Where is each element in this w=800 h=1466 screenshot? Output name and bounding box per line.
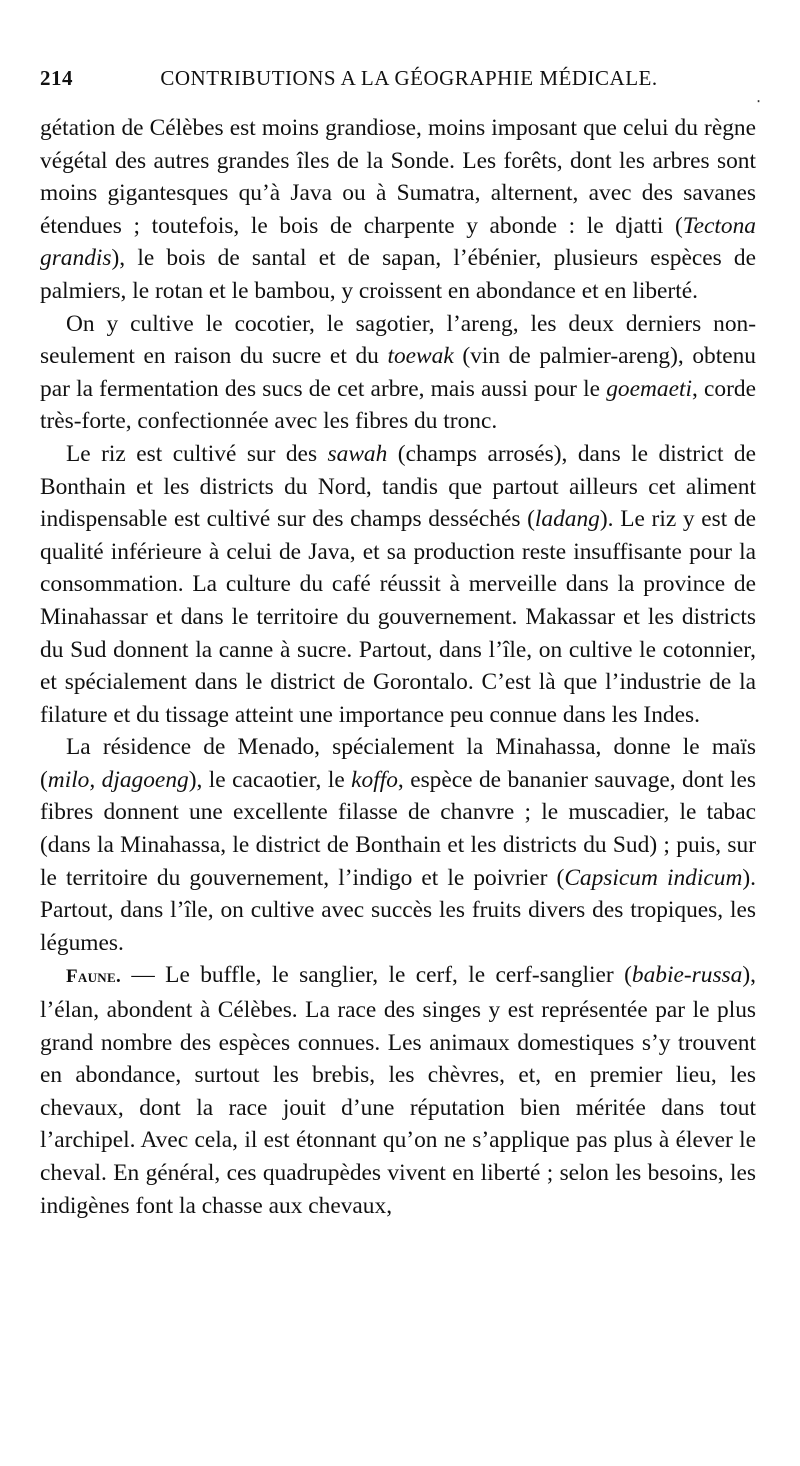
page-header bbox=[40, 66, 756, 96]
text-run: (vin de palmier-areng), obtenu par la fermentation des sucs de cet arbre, mais aussi pour le bbox=[40, 343, 756, 402]
italic-term: ladang bbox=[534, 506, 600, 533]
paragraph bbox=[40, 308, 756, 438]
section-heading: Faune. bbox=[66, 966, 121, 988]
italic-term: Capsicum indicum bbox=[564, 864, 743, 891]
text-run: — Le buffle, le sanglier, le cerf, le cerf-sanglier ( bbox=[121, 962, 632, 989]
italic-term: koffo bbox=[351, 766, 398, 793]
italic-term: sawah bbox=[327, 440, 388, 467]
margin-tick-mark: ‧ bbox=[756, 94, 762, 111]
text-run: ), l’élan, abondent à Célèbes. La race des singes y est représentée par le plus grand nombre des espèces connues. Les animaux domestiques s’y trouvent en abondance, surtout les brebis, les chèvres, et, en premier lieu, les chevaux, dont la race jouit d’une réputation bien méritée dans tout l’archipel. Avec cela, il est étonnant qu’on ne s’applique pas plus à élever le cheval. En général, ces quadrupèdes vivent en liberté ; selon les besoins, les indigènes font la chasse aux chevaux, bbox=[40, 962, 756, 1219]
paragraph bbox=[40, 959, 756, 1222]
italic-term: babie-russa bbox=[631, 962, 743, 989]
text-run: ), le cacaotier, le bbox=[188, 766, 352, 793]
paragraph bbox=[40, 731, 756, 959]
text-run: Le riz est cultivé sur des bbox=[66, 440, 328, 467]
paragraph bbox=[40, 112, 756, 308]
italic-term: goemaeti bbox=[606, 375, 692, 402]
italic-term: toewak bbox=[387, 343, 454, 370]
paragraph bbox=[40, 438, 756, 731]
text-run: On y cultive le cocotier, le sagotier, l’areng, les deux derniers non-seulement en raison du sucre et du bbox=[40, 310, 756, 370]
text-run: (champs arrosés), dans le district de Bonthain et les districts du Nord, tandis que partout ailleurs cet aliment indispensable est cultivé sur des champs desséchés ( bbox=[40, 440, 756, 533]
text-run: , espèce de bananier sauvage, dont les fibres donnent une excellente filasse de chanvre ; le muscadier, le tabac (dans la Minahassa, le district de Bonthain et les districts du Sud) ; puis, sur le territoire du gouvernement, l’indigo et le poivrier ( bbox=[40, 766, 757, 891]
text-run: , corde très-forte, confectionnée avec les fibres du tronc. bbox=[40, 375, 756, 435]
running-title: CONTRIBUTIONS A LA GÉOGRAPHIE MÉDICALE. bbox=[160, 66, 658, 90]
text-run: La résidence de Menado, spécialement la Minahassa, donne le maïs ( bbox=[40, 734, 756, 793]
text-run: ), le bois de santal et de sapan, l’ébénier, plusieurs espèces de palmiers, le rotan et le bambou, y croissent en abondance et en liberté. bbox=[40, 245, 756, 304]
italic-term: Tectona grandis bbox=[40, 212, 756, 272]
italic-term: milo, djagoeng bbox=[47, 766, 189, 793]
text-run: ). Partout, dans l’île, on cultive avec succès les fruits divers des tropiques, les légumes. bbox=[40, 864, 756, 956]
body-text bbox=[40, 112, 756, 1222]
text-run: ). Le riz y est de qualité inférieure à celui de Java, et sa production reste insuffisante pour la consommation. La culture du café réussit à merveille dans la province de Minahassar et dans le territoire du gouvernement. Makassar et les districts du Sud donnent la canne à sucre. Partout, dans l’île, on cultive le cotonnier, et spécialement dans le district de Gorontalo. C’est là que l’industrie de la filature et du tissage atteint une importance peu connue dans les Indes. bbox=[40, 506, 756, 728]
page-number: 214 bbox=[40, 66, 73, 90]
text-run: gétation de Célèbes est moins grandiose, moins imposant que celui du règne végétal des autres grandes îles de la Sonde. Les forêts, dont les arbres sont moins gigantesques qu’à Java ou à Sumatra, alternent, avec des savanes étendues ; toutefois, le bois de charpente y abonde : le djatti ( bbox=[40, 115, 756, 239]
